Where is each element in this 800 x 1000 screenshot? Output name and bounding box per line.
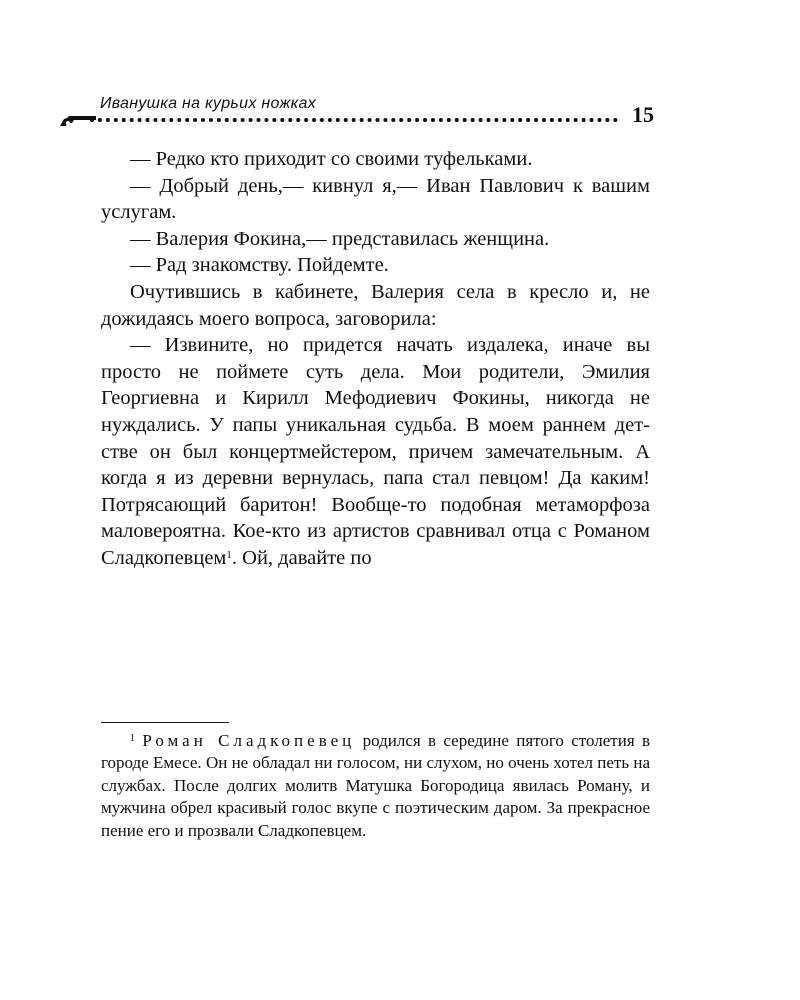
running-header (58, 92, 654, 132)
page-number: 15 (632, 102, 654, 127)
paragraph (101, 332, 650, 571)
body-text (101, 146, 650, 572)
paragraph-text-continued: . Ой, давайте по (231, 546, 372, 569)
paragraph: Очутившись в кабинете, Валерия села в кресло и, не дожидаясь моего вопроса, заговорила: (101, 280, 650, 330)
footnote-marker: 1 (130, 733, 135, 744)
footnote-reference[interactable]: 1 (226, 548, 232, 561)
paragraph: — Редко кто приходит со своими туфельками. (130, 148, 533, 170)
footnote (101, 730, 650, 842)
footnote-separator (101, 722, 229, 723)
paragraph: — Добрый день,— кивнул я,— Иван Павлович к вашим услугам. (101, 174, 650, 224)
footnote-name: Роман Сладкопевец (142, 731, 356, 750)
running-title: Иванушка на курьих ножках (100, 95, 316, 112)
paragraph: — Валерия Фокина,— представилась женщина. (130, 227, 550, 250)
paragraph-text: — Извините, но придется начать издалека, иначе вы просто не поймете суть дела. Мои родители, Эмилия Георгиевна и Кирилл Мефодиевич Фокины, никогда не нуждались. У папы уникальная судьба. В моем раннем детстве он был концертмейстером, причем замечательным. А когда я из деревни вернулась, папа стал певцом! Да каким! Потрясающий баритон! Вообще-то подобная метаморфоза маловероятна. Кое-кто из артистов сравнивал отца с Романом Сладкопевцем (101, 334, 650, 569)
footnote-paragraph (101, 730, 650, 842)
dotted-rule (90, 118, 618, 122)
footnote-text: родился в середине пятого столетия в городе Емесе. Он не обладал ни голосом, ни слухом, но очень хотел петь на службах. После долгих молитв Матушка Богородица явилась Роману, и мужчина обрел красивый голос вкупе с поэтическим даром. За прекрасное пение его и прозвали Сладкопевцем. (101, 731, 650, 840)
paragraph: — Рад знакомству. Пойдемте. (130, 254, 389, 277)
